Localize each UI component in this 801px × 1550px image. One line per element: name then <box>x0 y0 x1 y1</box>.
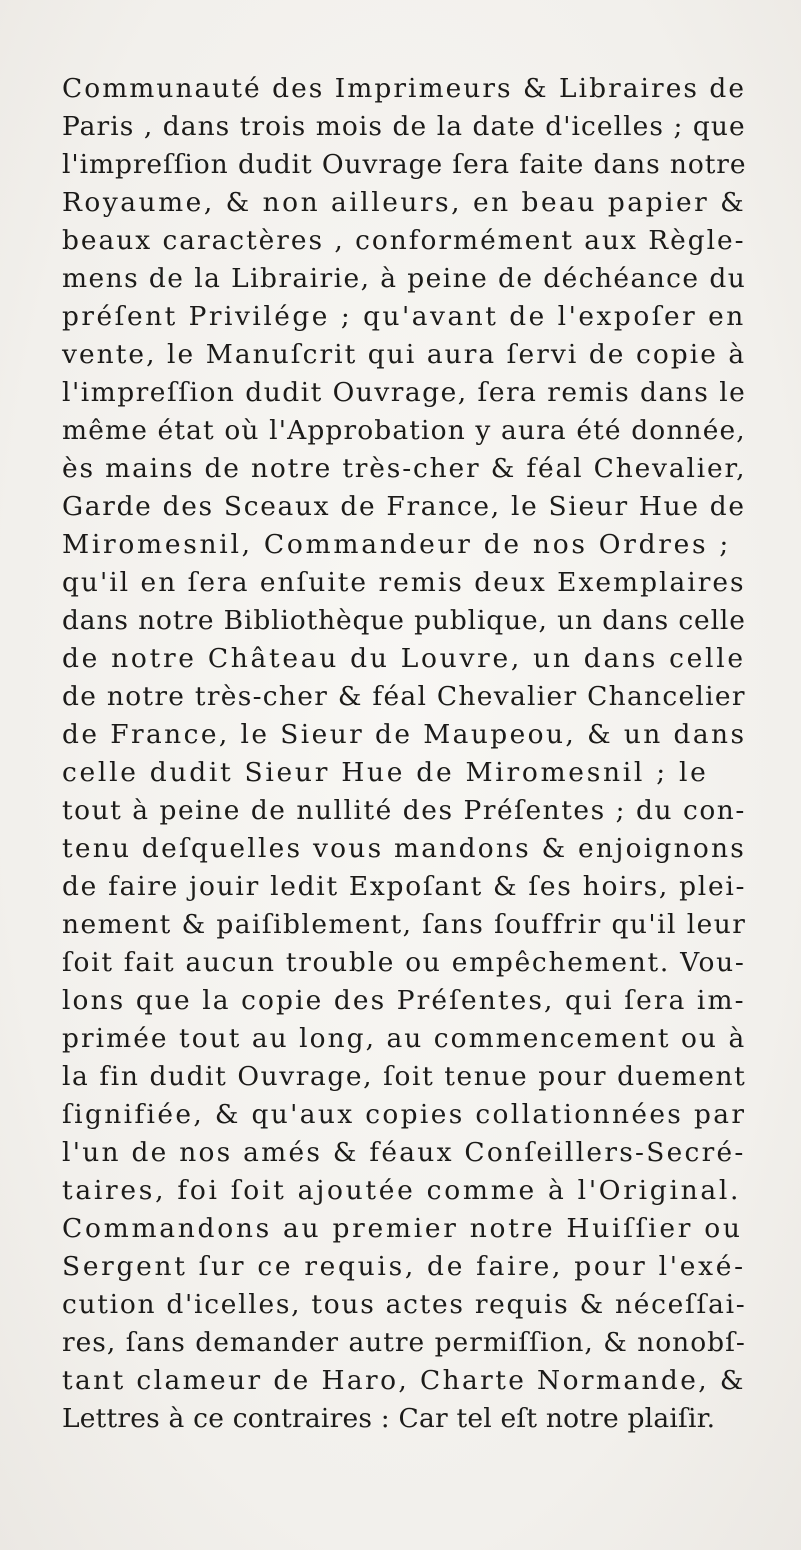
text-line: lons que la copie des Préſentes, qui ſera im- <box>62 985 746 1016</box>
text-line: de notre Château du Louvre, un dans celle <box>62 643 746 674</box>
text-line: mens de la Librairie, à peine de déchéance du <box>62 263 747 294</box>
text-line: Commandons au premier notre Huiſſier ou <box>62 1213 743 1244</box>
text-line: Communauté des Imprimeurs & Libraires de <box>62 73 747 104</box>
text-line: taires, foi ſoit ajoutée comme à l'Original. <box>62 1175 742 1206</box>
text-line: cution d'icelles, tous actes requis & néceſſai- <box>62 1289 747 1320</box>
text-line: ſignifiée, & qu'aux copies collationnées par <box>62 1099 747 1130</box>
text-line: l'impreſſion dudit Ouvrage ſera faite dans notre <box>62 149 747 180</box>
text-line: vente, le Manuſcrit qui aura ſervi de copie à <box>62 339 747 370</box>
text-line: de France, le Sieur de Maupeou, & un dans <box>62 719 747 750</box>
text-line: dans notre Bibliothèque publique, un dans celle <box>62 605 746 636</box>
text-line: Garde des Sceaux de France, le Sieur Hue de <box>62 491 746 522</box>
text-line: Sergent ſur ce requis, de faire, pour l'exé- <box>62 1251 746 1282</box>
text-line: tout à peine de nullité des Préſentes ; du con- <box>62 795 746 826</box>
text-line: de faire jouir ledit Expoſant & ſes hoirs, plei- <box>62 871 747 902</box>
text-line: celle dudit Sieur Hue de Miromesnil ; le <box>62 757 709 788</box>
text-line: res, ſans demander autre permiſſion, & nonobſ- <box>62 1327 746 1358</box>
text-line: tant clameur de Haro, Charte Normande, & <box>62 1365 746 1396</box>
text-line: beaux caractères , conformément aux Règle- <box>62 225 746 256</box>
text-line: Lettres à ce contraires : Car tel eſt notre plaiſir. <box>62 1403 716 1434</box>
text-line: préſent Privilége ; qu'avant de l'expoſer en <box>62 301 746 332</box>
text-line: qu'il en ſera enſuite remis deux Exemplaires <box>62 567 746 598</box>
text-line: Royaume, & non ailleurs, en beau papier & <box>62 187 747 218</box>
text-line: Paris , dans trois mois de la date d'icelles ; que <box>62 111 746 142</box>
text-line: tenu deſquelles vous mandons & enjoignons <box>62 833 747 864</box>
text-line: de notre très-cher & féal Chevalier Chancelier <box>62 681 746 712</box>
text-line: l'un de nos amés & féaux Conſeillers-Secré- <box>62 1137 746 1168</box>
text-line: la fin dudit Ouvrage, ſoit tenue pour duement <box>62 1061 747 1092</box>
text-line: ſoit fait aucun trouble ou empêchement. Vou- <box>62 947 746 978</box>
text-line: ès mains de notre très-cher & féal Chevalier, <box>62 453 747 484</box>
text-line: même état où l'Approbation y aura été donnée, <box>62 415 746 446</box>
text-line: primée tout au long, au commencement ou à <box>62 1023 747 1054</box>
text-line: l'impreſſion dudit Ouvrage, ſera remis dans le <box>62 377 747 408</box>
text-line: Miromesnil, Commandeur de nos Ordres ; <box>62 529 732 560</box>
text-line: nement & paiſiblement, ſans ſouffrir qu'il leur <box>62 909 747 940</box>
